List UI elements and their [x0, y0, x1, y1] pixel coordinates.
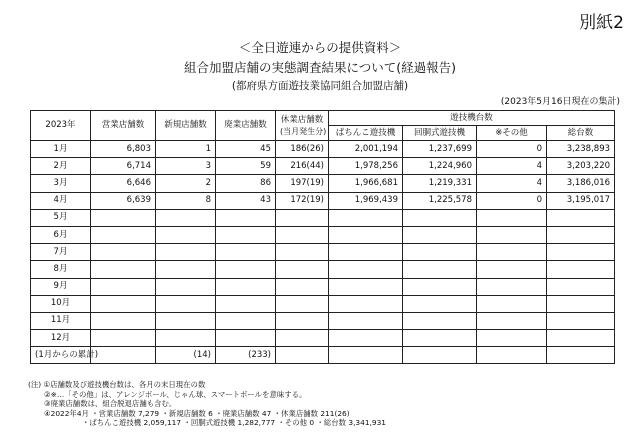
table-row — [31, 192, 615, 209]
table-row — [31, 158, 615, 175]
table-row — [31, 141, 615, 158]
cell-slot — [403, 209, 477, 226]
cell-stores — [91, 209, 156, 226]
cell-slot: 1,237,699 — [403, 141, 477, 158]
cell-month: 8月 — [31, 261, 91, 278]
header-total: 総台数 — [547, 126, 615, 141]
cell-pachinko — [329, 295, 403, 312]
cell-closed — [216, 312, 276, 329]
cell-month: 2月 — [31, 158, 91, 175]
cell-month: 6月 — [31, 226, 91, 243]
cell-slot — [403, 226, 477, 243]
cell-stores — [91, 295, 156, 312]
appendix-label: 別紙2 — [579, 13, 624, 33]
header-stores: 営業店舗数 — [91, 111, 156, 141]
cell-suspended: 172(19) — [276, 192, 329, 209]
note-line: ②※…「その他」は、アレンジボール、じゃん球、スマートボールを意味する。 — [44, 389, 307, 399]
table-row — [31, 209, 615, 226]
cell-closed — [216, 278, 276, 295]
cell-total — [547, 312, 615, 329]
cell-new — [156, 295, 216, 312]
cell-stores: 6,646 — [91, 175, 156, 192]
cell-total — [547, 330, 615, 347]
cell-suspended — [276, 330, 329, 347]
note-line: ③廃業店舗数は、組合脱退店舗も含む。 — [44, 399, 177, 408]
cell-suspended — [276, 244, 329, 261]
cell-other: 4 — [477, 175, 547, 192]
survey-table — [30, 110, 615, 364]
cell-stores: 6,639 — [91, 192, 156, 209]
cell-pachinko — [329, 226, 403, 243]
cell-total — [547, 209, 615, 226]
cell-month: 11月 — [31, 312, 91, 329]
cell-stores — [91, 278, 156, 295]
cell-suspended: 197(19) — [276, 175, 329, 192]
table-row — [31, 278, 615, 295]
cell-stores — [91, 261, 156, 278]
cell-pachinko — [329, 278, 403, 295]
cell-new: 3 — [156, 158, 216, 175]
cell-other — [477, 209, 547, 226]
cell-stores: 6,714 — [91, 158, 156, 175]
cell-stores — [91, 226, 156, 243]
cell-month: 3月 — [31, 175, 91, 192]
cell-other: 0 — [477, 141, 547, 158]
header-suspended-label: 休業店舗数 — [280, 114, 324, 125]
cell-suspended — [276, 261, 329, 278]
cell-new: 8 — [156, 192, 216, 209]
cell-new — [156, 261, 216, 278]
document-subtitle: (都府県方面遊技業協同組合加盟店舗) — [231, 80, 409, 92]
cumulative-pachinko — [329, 347, 403, 364]
table-row — [31, 295, 615, 312]
cell-closed — [216, 226, 276, 243]
cell-pachinko — [329, 330, 403, 347]
cell-suspended — [276, 278, 329, 295]
cumulative-total — [547, 347, 615, 364]
cell-slot — [403, 244, 477, 261]
cumulative-suspended — [276, 347, 329, 364]
cell-pachinko: 1,969,439 — [329, 192, 403, 209]
cumulative-new: (14) — [156, 347, 216, 364]
cell-new: 1 — [156, 141, 216, 158]
cell-other — [477, 226, 547, 243]
cell-slot — [403, 295, 477, 312]
cell-closed — [216, 261, 276, 278]
cell-pachinko — [329, 244, 403, 261]
cell-other: 0 — [477, 192, 547, 209]
table-row — [31, 175, 615, 192]
note-line: ④2022年4月 ・営業店舗数 7,279 ・新規店舗数 6 ・廃業店舗数 47 ・休業店舗数 211(26) — [44, 408, 350, 418]
cell-suspended: 216(44) — [276, 158, 329, 175]
cell-closed: 86 — [216, 175, 276, 192]
cell-slot: 1,219,331 — [403, 175, 477, 192]
cell-total — [547, 226, 615, 243]
table-body — [31, 141, 615, 347]
cumulative-slot — [403, 347, 477, 364]
cell-closed — [216, 209, 276, 226]
cell-stores — [91, 244, 156, 261]
note-line: ・ぱちんこ遊技機 2,059,117 ・回胴式遊技機 1,282,777 ・その他 0 ・総台数 3,341,931 — [82, 418, 386, 427]
cell-stores — [91, 330, 156, 347]
cell-month: 12月 — [31, 330, 91, 347]
cell-suspended: 186(26) — [276, 141, 329, 158]
document-title: 組合加盟店舗の実態調査結果について(経過報告) — [183, 60, 456, 75]
cell-closed — [216, 244, 276, 261]
cell-closed: 45 — [216, 141, 276, 158]
table-row — [31, 261, 615, 278]
cell-new — [156, 278, 216, 295]
table-row — [31, 226, 615, 243]
cell-closed: 59 — [216, 158, 276, 175]
cell-new — [156, 226, 216, 243]
table-row — [31, 244, 615, 261]
cell-suspended — [276, 312, 329, 329]
cell-total — [547, 295, 615, 312]
header-machines: 遊技機台数 — [329, 111, 615, 126]
cumulative-row — [31, 347, 615, 364]
cell-new — [156, 312, 216, 329]
cell-month: 7月 — [31, 244, 91, 261]
cell-new — [156, 330, 216, 347]
cell-month: 1月 — [31, 141, 91, 158]
header-pachinko: ぱちんこ遊技機 — [329, 126, 403, 141]
cell-month: 4月 — [31, 192, 91, 209]
cell-new — [156, 244, 216, 261]
cell-pachinko: 1,978,256 — [329, 158, 403, 175]
source-heading: ＜全日遊連からの提供資料＞ — [238, 40, 402, 55]
as-of-date: (2023年5月16日現在の集計) — [500, 97, 620, 107]
cell-total: 3,195,017 — [547, 192, 615, 209]
header-suspended — [276, 111, 329, 141]
cell-slot — [403, 278, 477, 295]
cumulative-other — [477, 347, 547, 364]
cell-slot: 1,224,960 — [403, 158, 477, 175]
cell-total: 3,186,016 — [547, 175, 615, 192]
cell-other — [477, 312, 547, 329]
cell-total: 3,203,220 — [547, 158, 615, 175]
cell-month: 5月 — [31, 209, 91, 226]
table-row — [31, 330, 615, 347]
cell-month: 10月 — [31, 295, 91, 312]
cell-new: 2 — [156, 175, 216, 192]
cell-total — [547, 261, 615, 278]
header-year: 2023年 — [31, 111, 91, 141]
cell-other — [477, 278, 547, 295]
cell-other: 4 — [477, 158, 547, 175]
header-closed: 廃業店舗数 — [216, 111, 276, 141]
footnotes — [28, 380, 386, 428]
header-slot: 回胴式遊技機 — [403, 126, 477, 141]
cell-total: 3,238,893 — [547, 141, 615, 158]
cumulative-stores — [91, 347, 156, 364]
cell-stores — [91, 312, 156, 329]
note-line: (注) ①店舗数及び遊技機台数は、各月の末日現在の数 — [28, 380, 206, 389]
cell-other — [477, 261, 547, 278]
cell-closed — [216, 330, 276, 347]
header-new: 新規店舗数 — [156, 111, 216, 141]
cell-new — [156, 209, 216, 226]
cell-closed — [216, 295, 276, 312]
header-suspended-sub: (当月発生分) — [280, 126, 327, 136]
cell-other — [477, 295, 547, 312]
cell-month: 9月 — [31, 278, 91, 295]
table-row — [31, 312, 615, 329]
cell-other — [477, 244, 547, 261]
cell-pachinko: 2,001,194 — [329, 141, 403, 158]
cell-pachinko: 1,966,681 — [329, 175, 403, 192]
cumulative-closed: (233) — [216, 347, 276, 364]
cell-stores: 6,803 — [91, 141, 156, 158]
cell-closed: 43 — [216, 192, 276, 209]
cell-slot: 1,225,578 — [403, 192, 477, 209]
cell-other — [477, 330, 547, 347]
cell-slot — [403, 330, 477, 347]
header-other: ※その他 — [477, 126, 547, 141]
cell-suspended — [276, 226, 329, 243]
cell-total — [547, 278, 615, 295]
cell-slot — [403, 312, 477, 329]
cell-pachinko — [329, 261, 403, 278]
cell-suspended — [276, 209, 329, 226]
cumulative-label: (1月からの累計) — [31, 347, 91, 364]
cell-total — [547, 244, 615, 261]
cell-pachinko — [329, 312, 403, 329]
cell-pachinko — [329, 209, 403, 226]
cell-slot — [403, 261, 477, 278]
cell-suspended — [276, 295, 329, 312]
